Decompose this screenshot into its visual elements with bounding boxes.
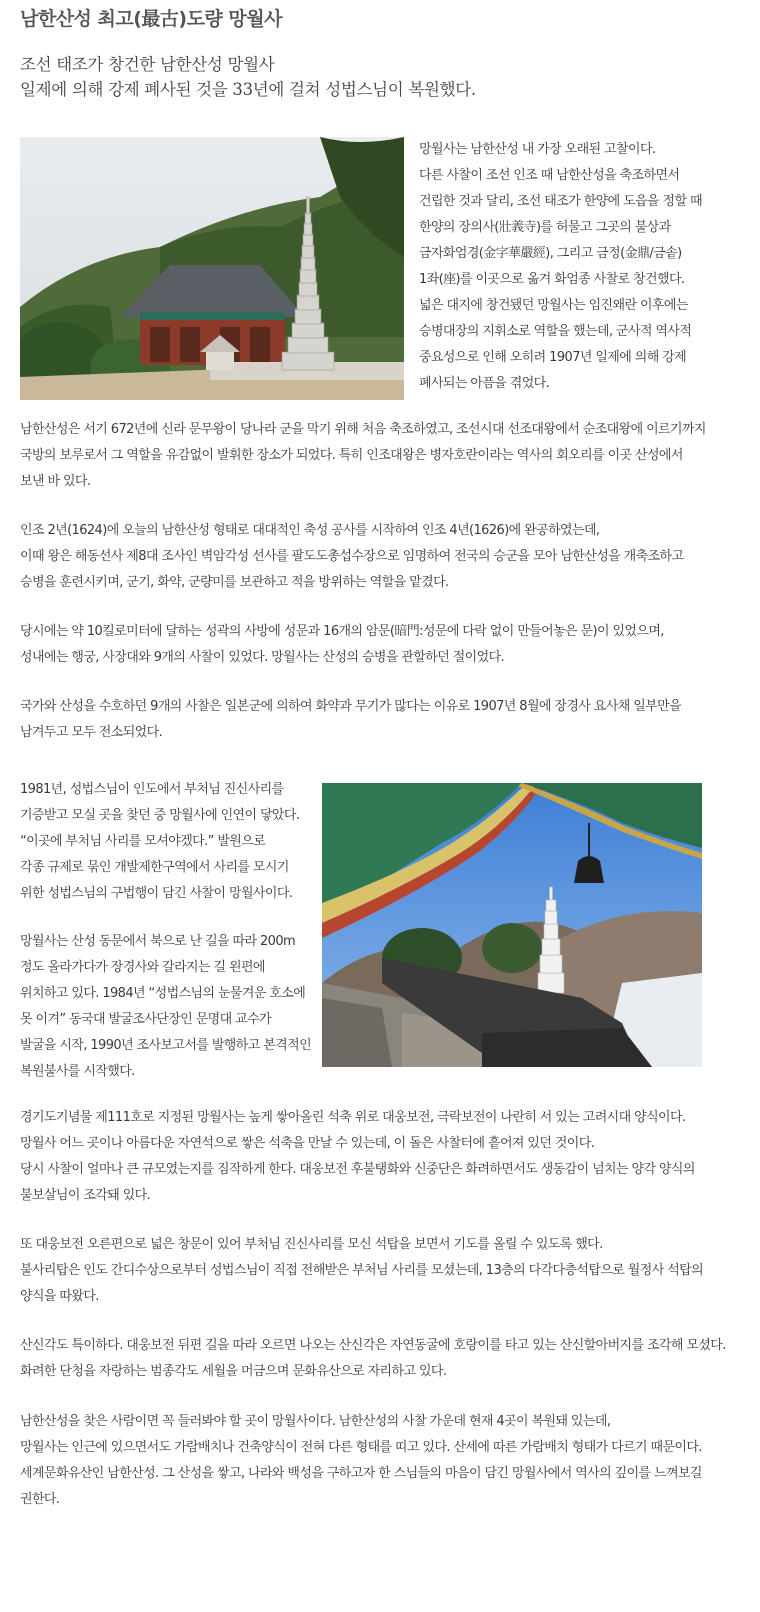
history-paragraph-4 [20, 694, 681, 746]
history-paragraph-1 [20, 417, 706, 495]
body-line: 1981년, 성법스님이 인도에서 부처님 진신사리를 [20, 782, 284, 797]
closing-paragraph-3 [20, 1333, 726, 1385]
intro-line: 금자화엄경(金字華嚴經), 그리고 금정(金鼎/금솥) [419, 246, 682, 261]
body-line: 기증받고 모실 곳을 찾던 중 망월사에 인연이 닿았다. [20, 808, 300, 823]
body-line: 또 대웅보전 오른편으로 넓은 창문이 있어 부처님 진신사리를 모신 석탑을 보면서 기도를 올릴 수 있도록 했다. [20, 1237, 603, 1252]
intro-line: 승병대장의 지휘소로 역할을 했는데, 군사적 역사적 [419, 324, 692, 339]
body-line: 정도 올라가다가 장경사와 갈라지는 길 왼편에 [20, 960, 265, 975]
page-title: 남한산성 최고(最古)도량 망월사 [20, 8, 282, 30]
intro-line: 폐사되는 아픔을 겪었다. [419, 376, 550, 391]
temple-eaves-photo [322, 783, 702, 1067]
body-line: 남겨두고 모두 전소되었다. [20, 725, 163, 740]
intro-line: 건립한 것과 달리, 조선 태조가 한양에 도읍을 정할 때 [419, 194, 702, 209]
restoration-paragraph-2 [20, 929, 311, 1085]
closing-paragraph-4 [20, 1409, 702, 1513]
body-line: 남한산성은 서기 672년에 신라 문무왕이 당나라 군을 막기 위해 처음 축조하였고, 조선시대 선조대왕에서 순조대왕에 이르기까지 [20, 422, 706, 437]
body-line: “이곳에 부처님 사리를 모셔야겠다.” 발원으로 [20, 834, 266, 849]
body-line: 화려한 단청을 자랑하는 범종각도 세월을 머금으며 문화유산으로 자리하고 있다. [20, 1364, 447, 1379]
body-line: 망월사 어느 곳이나 아름다운 자연석으로 쌓은 석축을 만날 수 있는데, 이 돌은 사찰터에 흩어져 있던 것이다. [20, 1136, 595, 1151]
intro-line: 다른 사찰이 조선 인조 때 남한산성을 축조하면서 [419, 168, 680, 183]
intro-paragraph [419, 137, 702, 397]
body-line: 망월사는 인근에 있으면서도 가람배치나 건축양식이 전혀 다른 형태를 띠고 있다. 산세에 따른 가람배치 형태가 다르기 때문이다. [20, 1440, 702, 1455]
history-paragraph-3 [20, 619, 664, 671]
subtitle-line: 일제에 의해 강제 폐사된 것을 33년에 걸쳐 성법스님이 복원했다. [20, 80, 476, 99]
body-line: 위한 성법스님의 구법행이 담긴 사찰이 망월사이다. [20, 886, 293, 901]
body-line: 불보살님이 조각돼 있다. [20, 1188, 151, 1203]
body-line: 위치하고 있다. 1984년 “성법스님의 눈물겨운 호소에 [20, 986, 306, 1001]
body-line: 국방의 보루로서 그 역할을 유감없이 발휘한 장소가 되었다. 특히 인조대왕은 병자호란이라는 역사의 회오리를 이곳 산성에서 [20, 448, 683, 463]
body-line: 불사리탑은 인도 간디수상으로부터 성법스님이 직접 전해받은 부처님 사리를 모셨는데, 13층의 다각다층석탑으로 월정사 석탑의 [20, 1263, 704, 1278]
subtitle-line: 조선 태조가 창건한 남한산성 망월사 [20, 55, 275, 74]
intro-line: 한양의 장의사(壯義寺)를 허물고 그곳의 불상과 [419, 220, 671, 235]
body-line: 인조 2년(1624)에 오늘의 남한산성 형태로 대대적인 축성 공사를 시작하여 인조 4년(1626)에 완공하였는데, [20, 523, 600, 538]
body-line: 당시에는 약 10킬로미터에 달하는 성곽의 사방에 성문과 16개의 암문(暗門:성문에 다락 없이 만들어놓은 문)이 있었으며, [20, 624, 664, 639]
intro-line: 중요성으로 인해 오히려 1907년 일제에 의해 강제 [419, 350, 687, 365]
body-line: 당시 사찰이 얼마나 큰 규모였는지를 짐작하게 한다. 대웅보전 후불탱화와 신중단은 화려하면서도 생동감이 넘치는 양각 양식의 [20, 1162, 695, 1177]
subtitle [20, 52, 740, 102]
body-line: 양식을 따왔다. [20, 1289, 99, 1304]
body-line: 승병을 훈련시키며, 군기, 화약, 군량미를 보관하고 적을 방위하는 역할을 맡겼다. [20, 575, 449, 590]
intro-line: 넓은 대지에 창건됐던 망월사는 임진왜란 이후에는 [419, 298, 688, 313]
closing-paragraph-1 [20, 1105, 695, 1209]
body-line: 세계문화유산인 남한산성. 그 산성을 쌓고, 나라와 백성을 구하고자 한 스님들의 마음이 담긴 망월사에서 역사의 깊이를 느껴보길 [20, 1466, 702, 1481]
closing-paragraph-2 [20, 1232, 703, 1310]
temple-eaves-illustration [322, 783, 702, 1067]
body-line: 남한산성을 찾은 사람이면 꼭 들러봐야 할 곳이 망월사이다. 남한산성의 사찰 가운데 현재 4곳이 복원돼 있는데, [20, 1414, 611, 1429]
body-line: 성내에는 행궁, 사장대와 9개의 사찰이 있었다. 망월사는 산성의 승병을 관할하던 절이었다. [20, 650, 505, 665]
body-line: 보낸 바 있다. [20, 474, 91, 489]
temple-pagoda-illustration [20, 137, 404, 400]
body-line: 각종 규제로 묶인 개발제한구역에서 사리를 모시기 [20, 860, 289, 875]
temple-pagoda-photo [20, 137, 404, 400]
history-paragraph-2 [20, 518, 683, 596]
body-line: 권한다. [20, 1492, 60, 1507]
body-line: 산신각도 특이하다. 대웅보전 뒤편 길을 따라 오르면 나오는 산신각은 자연동굴에 호랑이를 타고 있는 산신할아버지를 조각해 모셨다. [20, 1338, 726, 1353]
body-line: 망월사는 산성 동문에서 북으로 난 길을 따라 200m [20, 934, 296, 949]
body-line: 복원불사를 시작했다. [20, 1064, 135, 1079]
body-line: 이때 왕은 해동선사 제8대 조사인 벽암각성 선사를 팔도도총섭수장으로 임명하여 전국의 승군을 모아 남한산성을 개축조하고 [20, 549, 684, 564]
body-line: 국가와 산성을 수호하던 9개의 사찰은 일본군에 의하여 화약과 무기가 많다는 이유로 1907년 8월에 장경사 요사채 일부만을 [20, 699, 682, 714]
intro-line: 망월사는 남한산성 내 가장 오래된 고찰이다. [419, 142, 656, 157]
body-line: 발굴을 시작, 1990년 조사보고서를 발행하고 본격적인 [20, 1038, 312, 1053]
body-line: 못 이겨” 동국대 발굴조사단장인 문명대 교수가 [20, 1012, 271, 1027]
restoration-paragraph-1 [20, 777, 299, 907]
intro-line: 1좌(座)를 이곳으로 옮겨 화엄종 사찰로 창건했다. [419, 272, 685, 287]
body-line: 경기도기념물 제111호로 지정된 망월사는 높게 쌓아올린 석축 위로 대웅보전, 극락보전이 나란히 서 있는 고려시대 양식이다. [20, 1110, 686, 1125]
